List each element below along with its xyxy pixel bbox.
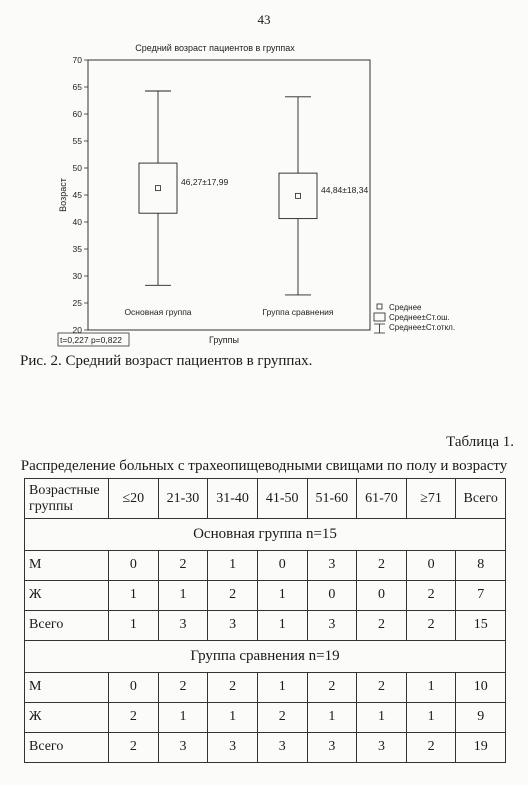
header-cell: 61-70 — [357, 479, 407, 519]
table-cell: 2 — [406, 580, 456, 610]
y-tick-label: 60 — [72, 109, 82, 119]
figure-caption: Рис. 2. Средний возраст пациентов в группах. — [20, 353, 313, 369]
row-label: М — [25, 550, 109, 580]
table-cell: 3 — [307, 550, 357, 580]
legend-mean-label: Среднее — [389, 303, 422, 312]
plot-frame — [88, 60, 370, 330]
table-row — [25, 550, 506, 580]
header-cell: 21-30 — [158, 479, 208, 519]
y-tick-label: 25 — [72, 298, 82, 308]
chart-title: Средний возраст пациентов в группах — [135, 43, 295, 53]
table-cell: 1 — [158, 580, 208, 610]
table-cell: 0 — [406, 550, 456, 580]
legend-sd-label: Среднее±Ст.откл. — [389, 323, 456, 332]
table-cell: 3 — [208, 732, 258, 762]
table-cell: 0 — [109, 672, 159, 702]
row-label: М — [25, 672, 109, 702]
table-cell: 0 — [257, 550, 307, 580]
table-title: Распределение больных с трахеопищеводными свищами по полу и возрасту — [20, 458, 508, 474]
table-cell: 3 — [357, 732, 407, 762]
legend-mean-icon — [377, 304, 382, 309]
header-cell: ≥71 — [406, 479, 456, 519]
section-title-comparison: Группа сравнения n=19 — [25, 640, 506, 672]
distribution-table — [24, 478, 506, 763]
table-cell: 2 — [158, 550, 208, 580]
table-cell: 9 — [456, 702, 506, 732]
y-tick-label: 55 — [72, 136, 82, 146]
table-cell: 2 — [357, 672, 407, 702]
table-cell: 0 — [307, 580, 357, 610]
header-cell: ≤20 — [109, 479, 159, 519]
y-tick-label: 40 — [72, 217, 82, 227]
row-label: Всего — [25, 610, 109, 640]
table-row — [25, 702, 506, 732]
x-axis-label: Группы — [209, 335, 239, 345]
table-cell: 1 — [307, 702, 357, 732]
section-row — [25, 519, 506, 551]
mean-annotation: 44,84±18,34 — [321, 184, 369, 195]
table-cell: 1 — [357, 702, 407, 732]
mean-annotation: 46,27±17,99 — [181, 177, 229, 188]
table-row — [25, 580, 506, 610]
table-cell: 2 — [158, 672, 208, 702]
category-label: Основная группа — [124, 307, 192, 317]
row-label: Ж — [25, 702, 109, 732]
table-cell: 1 — [406, 702, 456, 732]
table-cell: 0 — [357, 580, 407, 610]
table-cell: 7 — [456, 580, 506, 610]
table-cell: 2 — [208, 580, 258, 610]
header-cell: 41-50 — [257, 479, 307, 519]
table-cell: 1 — [257, 672, 307, 702]
boxplot-chart — [0, 30, 528, 360]
table-cell: 1 — [208, 702, 258, 732]
y-tick-label: 35 — [72, 244, 82, 254]
table-cell: 2 — [357, 610, 407, 640]
table-cell: 1 — [257, 610, 307, 640]
y-tick-label: 70 — [72, 55, 82, 65]
y-tick-label: 45 — [72, 190, 82, 200]
se-box — [279, 173, 317, 218]
table-cell: 2 — [257, 702, 307, 732]
y-tick-label: 20 — [72, 325, 82, 335]
y-tick-label: 30 — [72, 271, 82, 281]
page-number: 43 — [257, 12, 271, 27]
section-row — [25, 640, 506, 672]
legend — [374, 303, 455, 333]
table-row — [25, 610, 506, 640]
stat-note: t=0,227 p=0,822 — [60, 335, 122, 345]
table-cell: 3 — [257, 732, 307, 762]
y-axis-label: Возраст — [58, 178, 68, 212]
table-label: Таблица 1. — [446, 434, 514, 450]
table-cell: 10 — [456, 672, 506, 702]
section-title-main: Основная группа n=15 — [25, 519, 506, 551]
y-tick-label: 50 — [72, 163, 82, 173]
table-cell: 2 — [406, 610, 456, 640]
table-cell: 3 — [158, 610, 208, 640]
table-header-row — [25, 479, 506, 519]
row-label: Ж — [25, 580, 109, 610]
legend-sd-icon — [374, 324, 385, 333]
header-cell: 51-60 — [307, 479, 357, 519]
boxplot-figure — [0, 30, 528, 360]
table-cell: 8 — [456, 550, 506, 580]
table-cell: 3 — [208, 610, 258, 640]
table-row — [25, 732, 506, 762]
table-cell: 2 — [307, 672, 357, 702]
table-cell: 1 — [406, 672, 456, 702]
header-cell: 31-40 — [208, 479, 258, 519]
table-cell: 2 — [109, 702, 159, 732]
table-cell: 19 — [456, 732, 506, 762]
table-cell: 2 — [208, 672, 258, 702]
header-age-groups: Возрастные группы — [25, 479, 109, 519]
table-cell: 2 — [406, 732, 456, 762]
table-row — [25, 672, 506, 702]
table-cell: 1 — [257, 580, 307, 610]
table-cell: 1 — [158, 702, 208, 732]
table-cell: 3 — [307, 732, 357, 762]
legend-se-label: Среднее±Ст.ош. — [389, 313, 450, 322]
table-cell: 2 — [357, 550, 407, 580]
row-label: Всего — [25, 732, 109, 762]
table-cell: 3 — [158, 732, 208, 762]
table-cell: 3 — [307, 610, 357, 640]
header-total: Всего — [456, 479, 506, 519]
table-cell: 1 — [208, 550, 258, 580]
y-tick-label: 65 — [72, 82, 82, 92]
table-cell: 1 — [109, 580, 159, 610]
table-cell: 15 — [456, 610, 506, 640]
table-cell: 0 — [109, 550, 159, 580]
se-box — [139, 163, 177, 213]
category-label: Группа сравнения — [262, 307, 334, 317]
table-cell: 1 — [109, 610, 159, 640]
legend-se-icon — [374, 313, 385, 321]
table-cell: 2 — [109, 732, 159, 762]
